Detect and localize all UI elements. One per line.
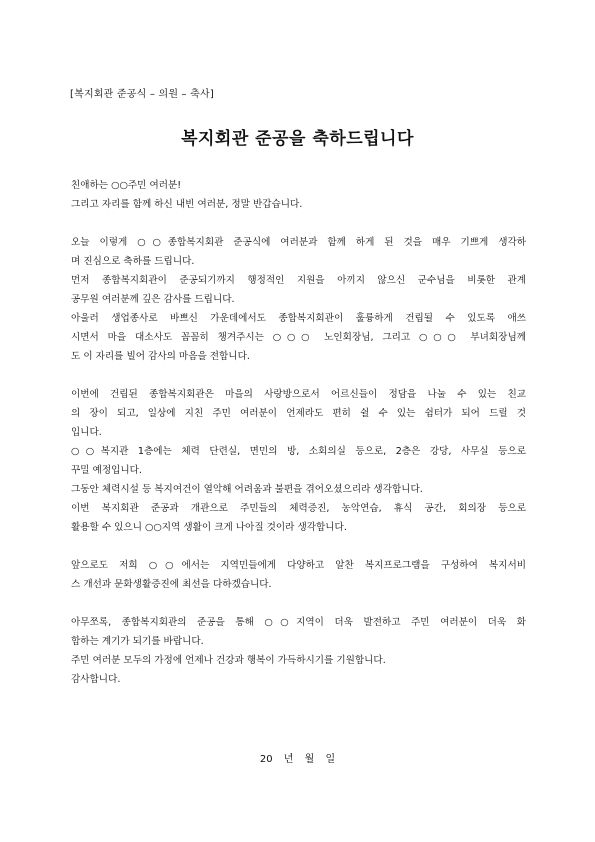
text-line: 며 진심으로 축하를 드립니다. bbox=[71, 256, 195, 267]
document-title: 복지회관 준공을 축하드립니다 bbox=[181, 129, 414, 149]
text-line: 이번에 건립된 종합복지회관은 마을의 사랑방으로서 어르신들이 정담을 나눌 수 있는 친교 bbox=[71, 389, 526, 400]
text-line: 오늘 이렇게 ○○종합복지회관 준공식에 여러분과 함께 하게 된 것을 매우 기쁘게 생각하 bbox=[71, 237, 526, 248]
paragraph bbox=[71, 556, 526, 594]
paragraph bbox=[71, 613, 526, 689]
text-line: 먼저 종합복지회관이 준공되기까지 행정적인 지원을 아끼지 않으신 군수님을 비롯한 관계 bbox=[71, 275, 526, 286]
text-line: 활용할 수 있으니 ○○지역 생활이 크게 나아질 것이라 생각합니다. bbox=[71, 522, 347, 533]
text-line: 아울러 생업종사로 바쁘신 가운데에서도 종합복지회관이 훌륭하게 건립될 수 있도록 애쓰 bbox=[71, 313, 526, 324]
paragraph bbox=[71, 176, 526, 214]
document-category-tag: [복지회관 준공식 – 의원 – 축사] bbox=[70, 89, 214, 100]
text-line: ○○복지관 1층에는 체력 단련실, 면민의 방, 소회의실 등으로, 2층은 강당, 사무실 등으로 bbox=[71, 446, 526, 457]
text-line: 도 이 자리를 빌어 감사의 마음을 전합니다. bbox=[71, 351, 250, 362]
text-line: 스 개선과 문화생활증진에 최선을 다하겠습니다. bbox=[71, 579, 272, 590]
text-line: 공무원 여러분께 깊은 감사를 드립니다. bbox=[71, 294, 235, 305]
text-line: 의 장이 되고, 일상에 지친 주민 여러분이 언제라도 편히 쉴 수 있는 쉼터가 되어 드릴 것 bbox=[71, 408, 526, 419]
text-line: 이번 복지회관 준공과 개관으로 주민들의 체력증진, 농악연습, 휴식 공간, 회의장 등으로 bbox=[71, 503, 526, 514]
text-line: 주민 여러분 모두의 가정에 언제나 건강과 행복이 가득하시기를 기원합니다. bbox=[71, 655, 386, 666]
text-line: 합하는 계기가 되기를 바랍니다. bbox=[71, 636, 204, 647]
text-line: 아무쪼록, 종합복지회관의 준공을 통해 ○○지역이 더욱 발전하고 주민 여러분이 더욱 화 bbox=[71, 617, 526, 628]
paragraph bbox=[71, 385, 526, 537]
speech-body bbox=[71, 176, 526, 708]
text-line: 그동안 체력시설 등 복지여건이 열악해 어려움과 불편을 겪어오셨으리라 생각합니다. bbox=[71, 484, 423, 495]
text-line: 감사합니다. bbox=[71, 674, 121, 685]
text-line: 시면서 마을 대소사도 꼼꼼히 챙겨주시는 ○○○ 노인회장님, 그리고 ○○○ 부녀회장님께 bbox=[71, 332, 526, 343]
text-line: 꾸밀 예정입니다. bbox=[71, 465, 142, 476]
date-line: 20 년 월 일 bbox=[259, 754, 336, 765]
paragraph bbox=[71, 233, 526, 366]
text-line: 앞으로도 저희 ○○에서는 지역민들에게 다양하고 알찬 복지프로그램을 구성하여 복지서비 bbox=[71, 560, 526, 571]
text-line: 친애하는 ○○주민 여러분! bbox=[71, 180, 182, 191]
text-line: 그리고 자리를 함께 하신 내빈 여러분, 정말 반갑습니다. bbox=[71, 199, 303, 210]
text-line: 입니다. bbox=[71, 427, 102, 438]
